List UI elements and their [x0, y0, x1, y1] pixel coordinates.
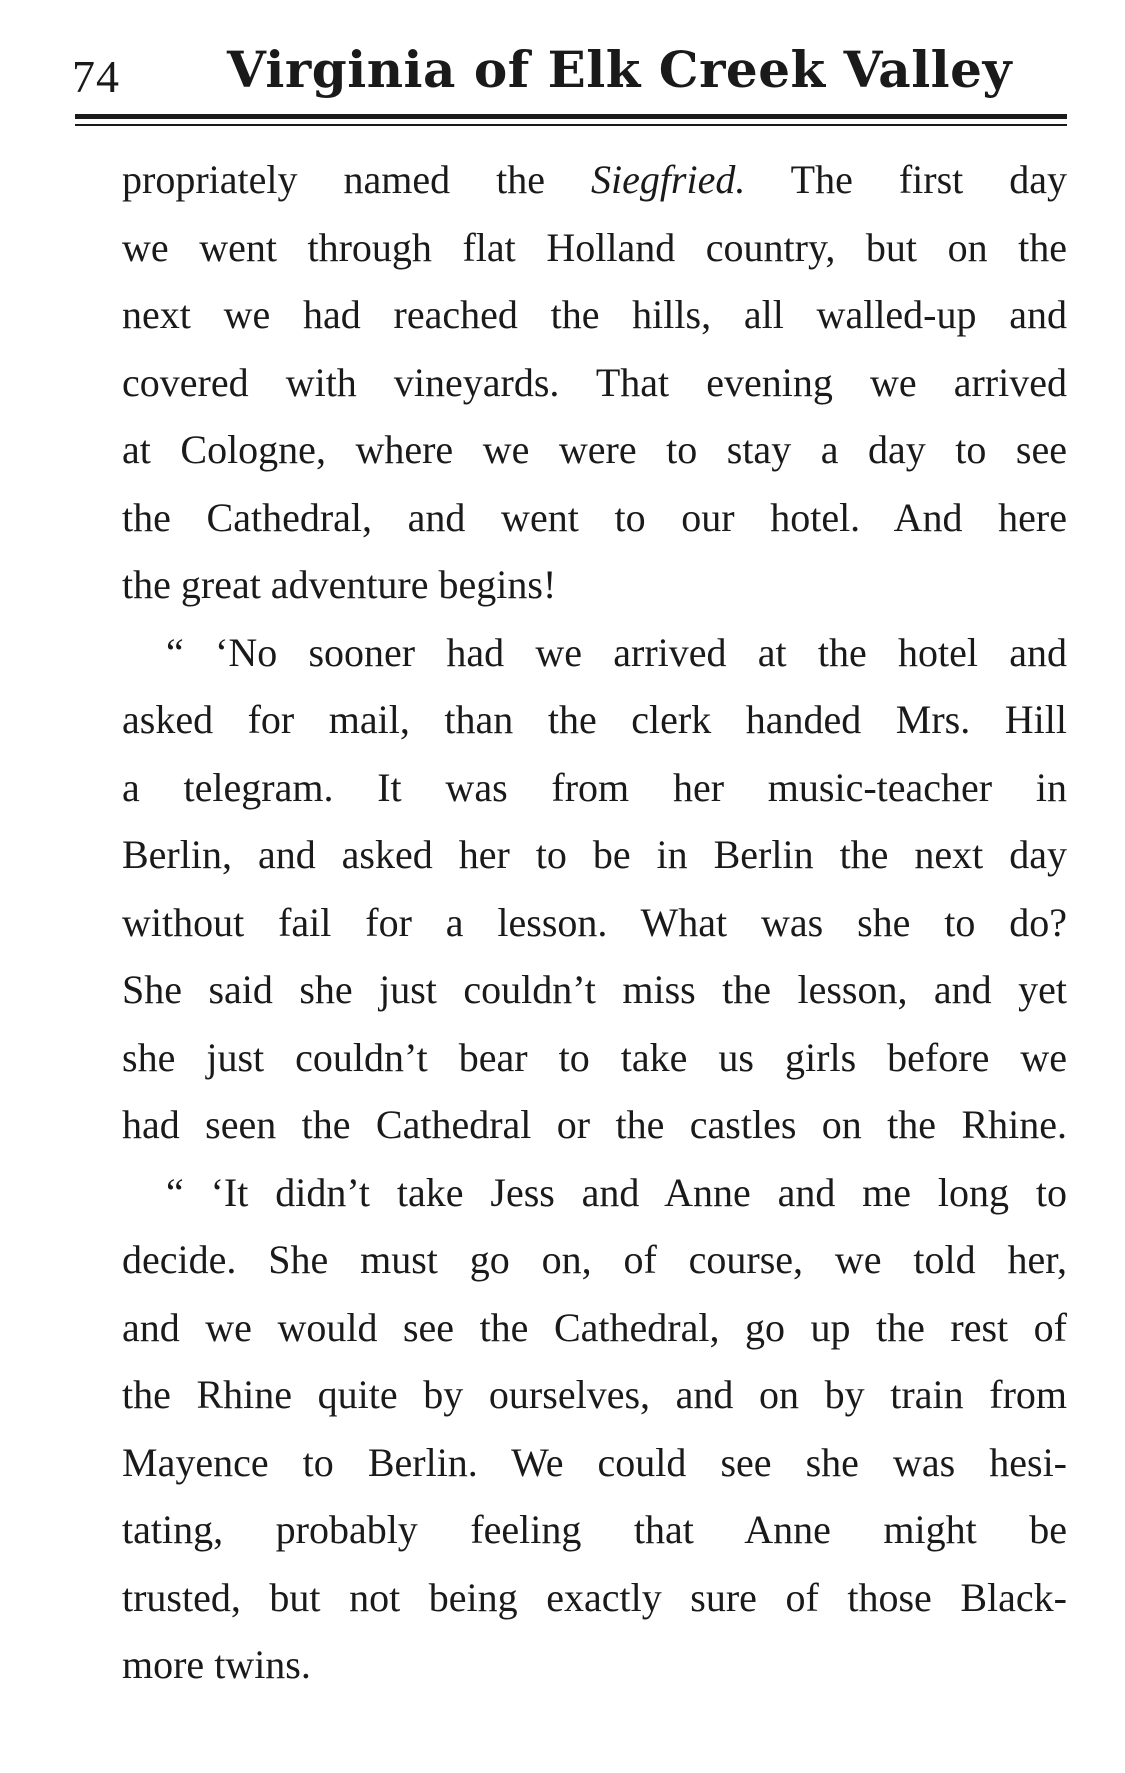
text-line: the Cathedral, and went to our hotel. And here — [122, 494, 1067, 540]
ship-name-italic: Siegfried. — [590, 157, 746, 202]
text-line: had seen the Cathedral or the castles on the Rhine. — [122, 1102, 1067, 1147]
paragraph-2 — [122, 619, 1067, 1159]
text-line: the Rhine quite by ourselves, and on by train from — [122, 1372, 1067, 1417]
header-rule-thick — [75, 114, 1067, 119]
text-line: asked for mail, than the clerk handed Mrs. Hill — [122, 697, 1067, 742]
text-line: more twins. — [122, 1642, 311, 1687]
text-line: we went through flat Holland country, but on the — [122, 224, 1067, 270]
paragraph-1 — [122, 146, 1067, 619]
paragraph-3 — [122, 1159, 1067, 1699]
text-line: Mayence to Berlin. We could see she was hesi- — [122, 1439, 1067, 1485]
text-line: at Cologne, where we were to stay a day to see — [122, 427, 1067, 472]
body-text — [122, 146, 1067, 1699]
text-line: “ ‘It didn’t take Jess and Anne and me long to — [166, 1169, 1067, 1215]
text-line: “ ‘No sooner had we arrived at the hotel and — [166, 629, 1067, 675]
running-title: Virginia of Elk Creek Valley — [227, 40, 1013, 99]
text-line: next we had reached the hills, all walled-up and — [122, 292, 1067, 337]
text-line: tating, probably feeling that Anne might be — [122, 1507, 1067, 1552]
text-line: and we would see the Cathedral, go up the rest of — [122, 1304, 1067, 1350]
text-fragment: The first day — [745, 157, 1067, 202]
text-line: decide. She must go on, of course, we told her, — [122, 1237, 1067, 1282]
text-line — [122, 146, 1067, 214]
text-line: trusted, but not being exactly sure of those Black- — [122, 1574, 1067, 1620]
text-line: She said she just couldn’t miss the lesson, and yet — [122, 967, 1067, 1012]
header-rule-thin — [75, 124, 1067, 126]
text-fragment: propriately named the — [122, 157, 591, 202]
page-number: 74 — [72, 51, 120, 102]
running-head — [72, 40, 1062, 110]
text-line: the great adventure begins! — [122, 562, 557, 607]
text-line: without fail for a lesson. What was she to do? — [122, 899, 1067, 945]
text-line: a telegram. It was from her music-teacher in — [122, 764, 1067, 810]
text-line: she just couldn’t bear to take us girls before we — [122, 1034, 1067, 1080]
text-line: Berlin, and asked her to be in Berlin the next day — [122, 832, 1067, 877]
text-line: covered with vineyards. That evening we arrived — [122, 359, 1067, 405]
